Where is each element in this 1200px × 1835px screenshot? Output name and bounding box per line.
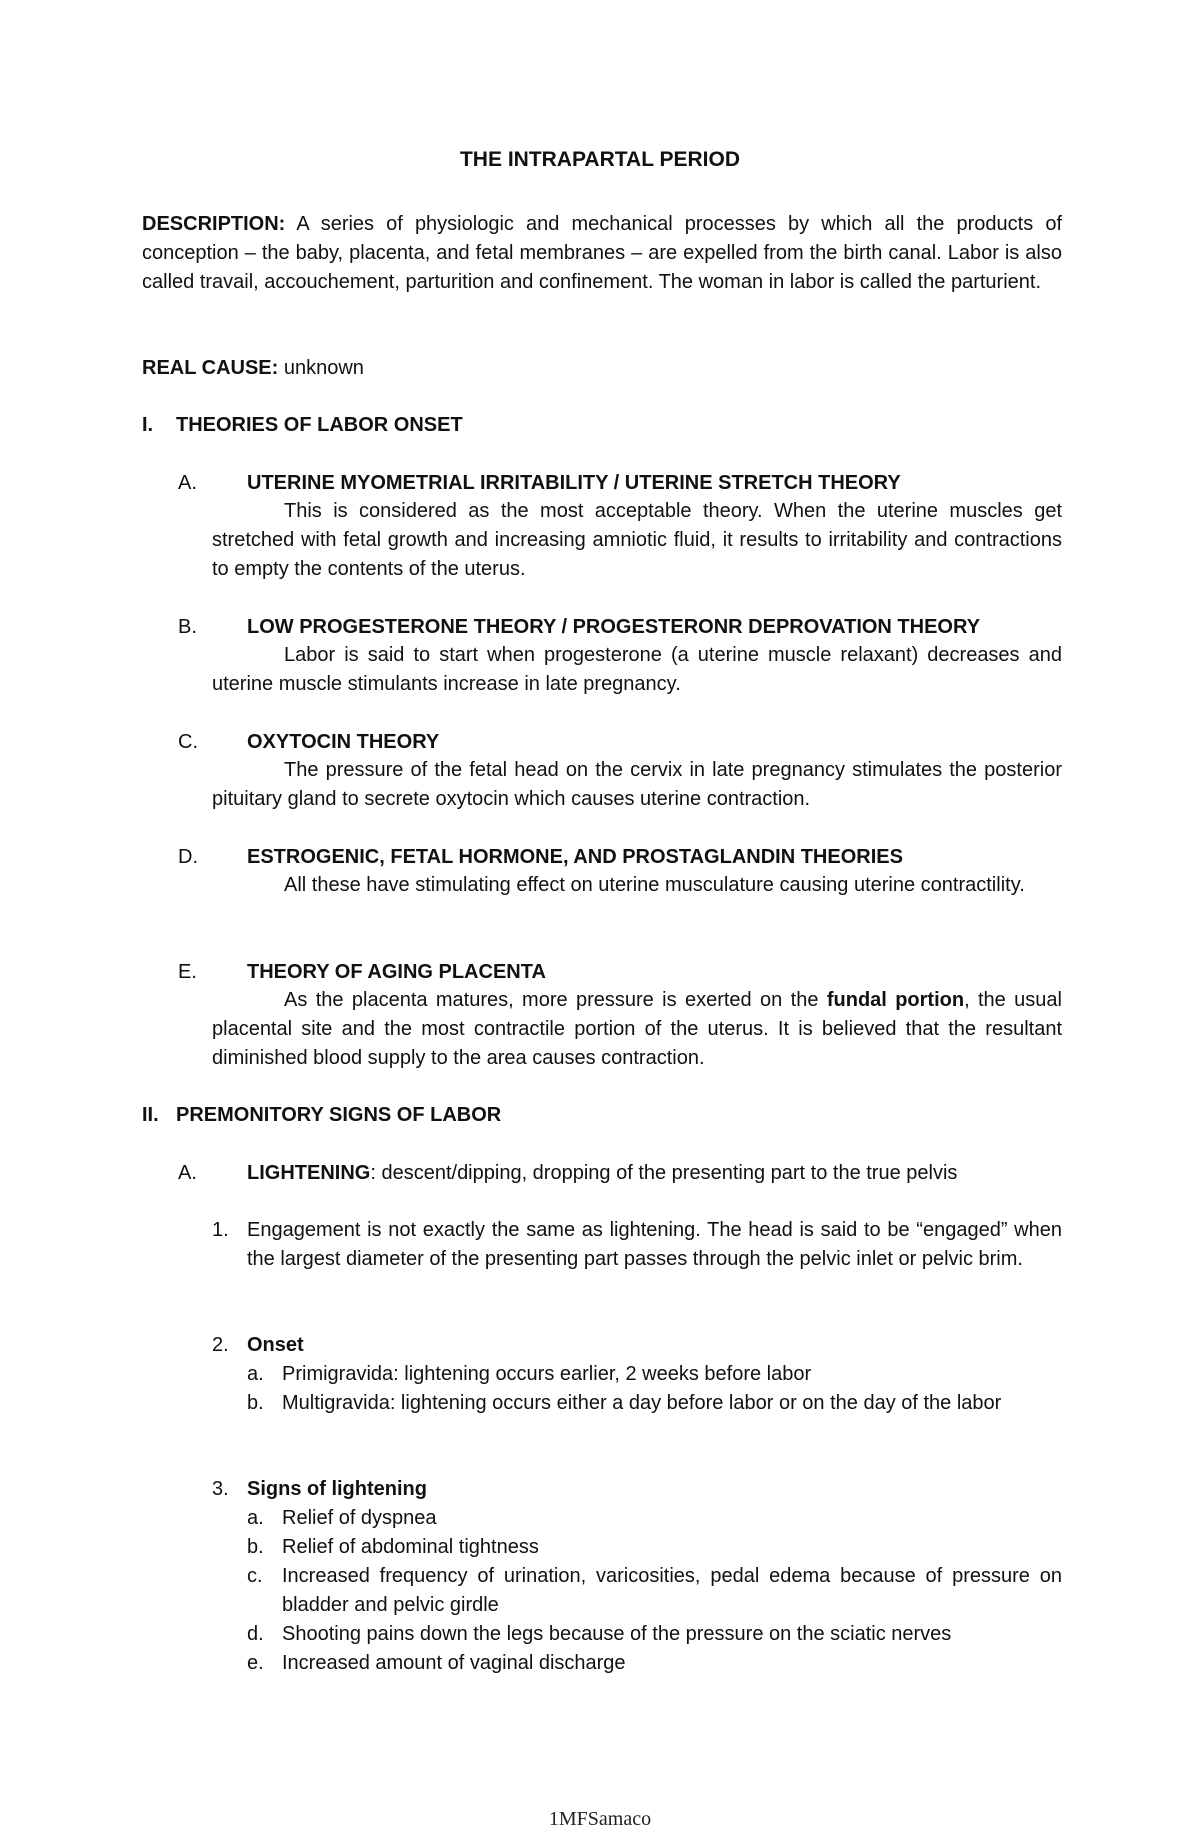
theory-c-body: The pressure of the fetal head on the cervix in late pregnancy stimulates the posterior pituitary gland to secrete oxytocin which causes uterine contraction. xyxy=(212,759,1062,810)
theory-b-body: Labor is said to start when progesterone (a uterine muscle relaxant) decreases and uterine muscle stimulants increase in late pregnancy. xyxy=(212,644,1062,695)
page-footer: 1MFSamaco xyxy=(548,1808,652,1830)
theory-d-body: All these have stimulating effect on uterine musculature causing uterine contractility. xyxy=(284,874,1025,896)
item-3c-letter: c. xyxy=(247,1565,263,1587)
item-2-title: Onset xyxy=(247,1334,304,1356)
item-3c-text: Increased frequency of urination, varicosities, pedal edema because of pressure on bladder and pelvic girdle xyxy=(282,1565,1062,1616)
item-2b-text: Multigravida: lightening occurs either a day before labor or on the day of the labor xyxy=(282,1392,1002,1414)
theory-e-letter: E. xyxy=(178,961,197,983)
item-3-number: 3. xyxy=(212,1478,229,1500)
theory-c-letter: C. xyxy=(178,731,198,753)
theory-a-letter: A. xyxy=(178,472,197,494)
item-2-number: 2. xyxy=(212,1334,229,1356)
lightening-label: LIGHTENING xyxy=(247,1162,371,1184)
description-text: A series of physiologic and mechanical processes by which all the products of conception – the baby, placenta, and fetal membranes – are expelled from the birth canal. Labor is also called travail, accouchement, parturition and confinement. The woman in labor is called the parturient. xyxy=(142,213,1062,293)
item-2b-letter: b. xyxy=(247,1392,264,1414)
theory-a-body: This is considered as the most acceptable theory. When the uterine muscles get stretched with fetal growth and increasing amniotic fluid, it results to irritability and contractions to empty the contents of the uterus. xyxy=(212,500,1062,580)
item-3b-letter: b. xyxy=(247,1536,264,1558)
real-cause-paragraph xyxy=(142,354,1062,383)
section-1-title: THEORIES OF LABOR ONSET xyxy=(176,414,463,436)
fundal-portion-emphasis: fundal portion xyxy=(826,989,965,1011)
theory-b-title: LOW PROGESTERONE THEORY / PROGESTERONR DEPROVATION THEORY xyxy=(247,616,981,638)
theory-b-letter: B. xyxy=(178,616,197,638)
theory-c-title: OXYTOCIN THEORY xyxy=(247,731,440,753)
theory-e-body: As the placenta matures, more pressure is exerted on the fundal portion, the usual placental site and the most contractile portion of the uterus. It is believed that the resultant diminished blood supply to the area causes contraction. xyxy=(212,989,1062,1069)
item-3-title: Signs of lightening xyxy=(247,1478,427,1500)
lightening-text: : descent/dipping, dropping of the presenting part to the true pelvis xyxy=(370,1162,958,1184)
section-1-number: I. xyxy=(142,414,154,436)
theory-a-title: UTERINE MYOMETRIAL IRRITABILITY / UTERINE STRETCH THEORY xyxy=(247,472,901,494)
theory-d-letter: D. xyxy=(178,846,198,868)
item-3b-text: Relief of abdominal tightness xyxy=(282,1536,539,1558)
theory-d-title: ESTROGENIC, FETAL HORMONE, AND PROSTAGLANDIN THEORIES xyxy=(247,846,903,868)
section-2-number: II. xyxy=(142,1104,159,1126)
item-1-number: 1. xyxy=(212,1219,229,1241)
item-2a-text: Primigravida: lightening occurs earlier, 2 weeks before labor xyxy=(282,1363,812,1385)
real-cause-label: REAL CAUSE: xyxy=(142,357,279,379)
page-title: THE INTRAPARTAL PERIOD xyxy=(459,148,740,171)
lightening-letter: A. xyxy=(178,1162,197,1184)
item-3e-letter: e. xyxy=(247,1652,264,1674)
item-3a-letter: a. xyxy=(247,1507,264,1529)
section-2-title: PREMONITORY SIGNS OF LABOR xyxy=(176,1104,502,1126)
item-3e-text: Increased amount of vaginal discharge xyxy=(282,1652,626,1674)
item-1-text: Engagement is not exactly the same as lightening. The head is said to be “engaged” when the largest diameter of the presenting part passes through the pelvic inlet or pelvic brim. xyxy=(247,1219,1062,1270)
real-cause-text: unknown xyxy=(278,357,364,379)
item-3d-text: Shooting pains down the legs because of the pressure on the sciatic nerves xyxy=(282,1623,952,1645)
description-label: DESCRIPTION: xyxy=(142,213,286,235)
item-3a-text: Relief of dyspnea xyxy=(282,1507,437,1529)
item-2a-letter: a. xyxy=(247,1363,264,1385)
description-paragraph xyxy=(142,210,1062,297)
item-3d-letter: d. xyxy=(247,1623,264,1645)
lightening-line xyxy=(247,1159,957,1187)
theory-e-title: THEORY OF AGING PLACENTA xyxy=(247,961,546,983)
